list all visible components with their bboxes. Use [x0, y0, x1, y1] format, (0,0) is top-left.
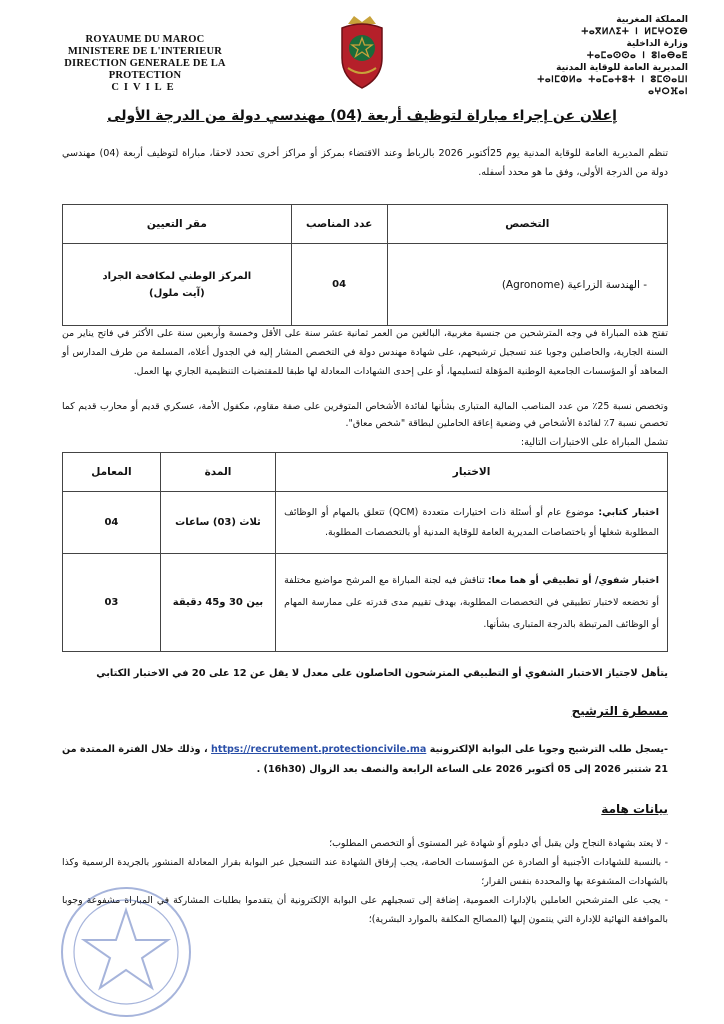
exams-table	[62, 452, 668, 652]
qualify-note: يتأهل لاجتياز الاختبار الشفوي أو التطبيقي المترشحون الحاصلون على معدل لا يقل عن 12 على 20 في الاختبار الكتابي	[96, 668, 668, 679]
important-heading: بيانات هامة	[601, 802, 668, 816]
cell-test	[276, 492, 668, 554]
list-item: - بالنسبة للشهادات الأجنبية أو الصادرة عن المؤسسات الخاصة، يجب إرفاق الشهادة عند التسجيل عبر البوابة بقرار المعادلة المنشور بالجريدة الرسمية وكذا بالشهادات المشفوعة بها والمحددة بنفس القرار؛	[62, 857, 668, 887]
exam-desc: تناقش فيه لجنة المباراة مع المرشح مواضيع مختلفة أو تخضعه لاختبار تطبيقي في التخصصات المطلوبة، بهدف تقييم مدى قدرته على ممارسة المهام أو الوظائف المرتبطة بالدرجة المتبارى بشأنها.	[284, 574, 659, 630]
quota-paragraph: وتخصص نسبة 25٪ من عدد المناصب المالية المتبارى بشأنها لفائدة الأشخاص المتوفرين على صفة مقاوم، مكفول الأمة، عسكري قديم أو محارب قديم كما تخصص نسبة 7٪ لفائدة الأشخاص في وضعية إعاقة الحاملين لبطاقة "شخص معاق".	[62, 401, 668, 429]
header-ar-line: المملكة المغربية	[616, 15, 688, 25]
intro-paragraph: تنظم المديرية العامة للوقاية المدنية يوم 25أكتوبر 2026 بالرباط وعند الاقتضاء بمركز أو مراكز أخرى تحدد لاحقا، مباراة لتوظيف أربعة (04) مهندسي دولة من الدرجة الأولى، وفق ما هو محدد أسفله.	[62, 148, 669, 178]
list-item: - يجب على المترشحين العاملين بالإدارات العمومية، إضافة إلى تسجيلهم على البوابة الإلكترونية أن يتقدموا بطلبات المشاركة في المباراة مشفوعة وجوبا بالموافقة النهائية للإدارة التي ينتمون إليها (المصالح المكلفة بالموارد البشرية)؛	[62, 895, 668, 925]
col-count: عدد المناصب	[291, 205, 387, 244]
col-duration: المدة	[160, 453, 275, 492]
header-french	[30, 34, 260, 94]
portal-link[interactable]: https://recrutement.protectioncivile.ma	[211, 744, 427, 755]
exam-name: اختبار شفوي/ أو تطبيقي أو هما معا:	[487, 574, 660, 586]
cell-duration: ثلاث (03) ساعات	[160, 492, 275, 554]
cell-count: 04	[291, 244, 387, 326]
exam-name: اختبار كتابي:	[598, 506, 659, 518]
location-line: المركز الوطني لمكافحة الجراد	[102, 270, 252, 282]
table-header-row	[63, 453, 668, 492]
coat-of-arms-icon	[334, 14, 390, 92]
header-fr-line: CIVILE	[111, 82, 179, 93]
cell-coef: 04	[63, 492, 161, 554]
header-tifinagh-line: ⵜⴰⵏⵎⵀⵍⴰ ⵜⴰⵎⴰⵜⵓⵜ ⵏ ⵓⵎⵙⴰⵡⵏ ⴰⵖⵔⴼⴰⵏ	[537, 75, 688, 97]
location-line: (آيت ملول)	[149, 287, 205, 299]
header-tifinagh-line: ⵜⴰⴳⵍⴷⵉⵜ ⵏ ⵍⵎⵖⵔⵉⴱ	[581, 27, 688, 37]
table-row	[63, 554, 668, 652]
application-text-after: ، وذلك خلال الفترة الممتدة من 21 شتنبر 2026 إلى 05 أكتوبر 2026 على الساعة الرابعة والنصف بعد الزوال (16h30) .	[62, 744, 668, 775]
header-fr-line: MINISTERE DE L'INTERIEUR	[67, 46, 223, 57]
table-row	[63, 492, 668, 554]
header-tifinagh-line: ⵜⴰⵎⴰⵙⵙⴰ ⵏ ⵓⵏⴰⴱⴰⴹ	[586, 51, 688, 61]
header-ar-line: وزارة الداخلية	[626, 39, 688, 49]
table-header-row	[63, 205, 668, 244]
application-heading: مسطرة الترشيح	[571, 704, 668, 718]
cell-coef: 03	[63, 554, 161, 652]
header-fr-line: DIRECTION GENERALE DE LA PROTECTION	[64, 58, 226, 81]
exam-desc: موضوع عام أو أسئلة ذات اختيارات متعددة (QCM) تتعلق بالمهام أو الوظائف المطلوبة شغلها أو باختصاصات المديرية العامة للوقاية المدنية أو بالتخصصات المطلوبة.	[284, 506, 659, 538]
col-location: مقر التعيين	[63, 205, 292, 244]
header-ar-line: المديرية العامة للوقاية المدنية	[556, 63, 688, 73]
col-specialty: التخصص	[387, 205, 667, 244]
list-item: - لا يعتد بشهادة النجاح ولن يقبل أي دبلوم أو شهادة غير المستوى أو التخصص المطلوب؛	[329, 838, 668, 849]
cell-test	[276, 554, 668, 652]
header-fr-line: ROYAUME DU MAROC	[85, 34, 205, 45]
posts-table	[62, 204, 668, 326]
col-coef: المعامل	[63, 453, 161, 492]
application-text-before: -يسجل طلب الترشيح وجوبا على البوابة الإلكترونية	[429, 744, 668, 755]
col-test: الاختبار	[276, 453, 668, 492]
header-arabic	[498, 14, 688, 98]
application-text	[62, 740, 668, 780]
cell-specialty: - الهندسة الزراعية (Agronome)	[387, 244, 667, 326]
eligibility-paragraph: تفتح هذه المباراة في وجه المترشحين من جنسية مغربية، البالغين من العمر ثمانية عشر سنة على الأقل وخمسة وأربعين سنة على الأكثر في فاتح يناير من السنة الجارية، والحاصلين وجوبا عند تسجيل ترشيحهم، على شهادة مهندس دولة في التخصص المشار إليه في الجدول أعلاه، المسلمة من طرف المدارس أو المعاهد أو المؤسسات الجامعية الوطنية المؤهلة لتسليمها، أو على إحدى الشهادات المعادلة لها طبقا للمقتضيات التنظيمية الجاري بها العمل.	[62, 328, 668, 377]
official-stamp-icon	[58, 884, 194, 1020]
table-row	[63, 244, 668, 326]
cell-duration: بين 30 و45 دقيقة	[160, 554, 275, 652]
cell-location	[63, 244, 292, 326]
exams-intro: تشمل المباراة على الاختبارات التالية:	[520, 437, 668, 448]
page-title: إعلان عن إجراء مباراة لتوظيف أربعة (04) مهندسي دولة من الدرجة الأولى	[107, 108, 617, 124]
